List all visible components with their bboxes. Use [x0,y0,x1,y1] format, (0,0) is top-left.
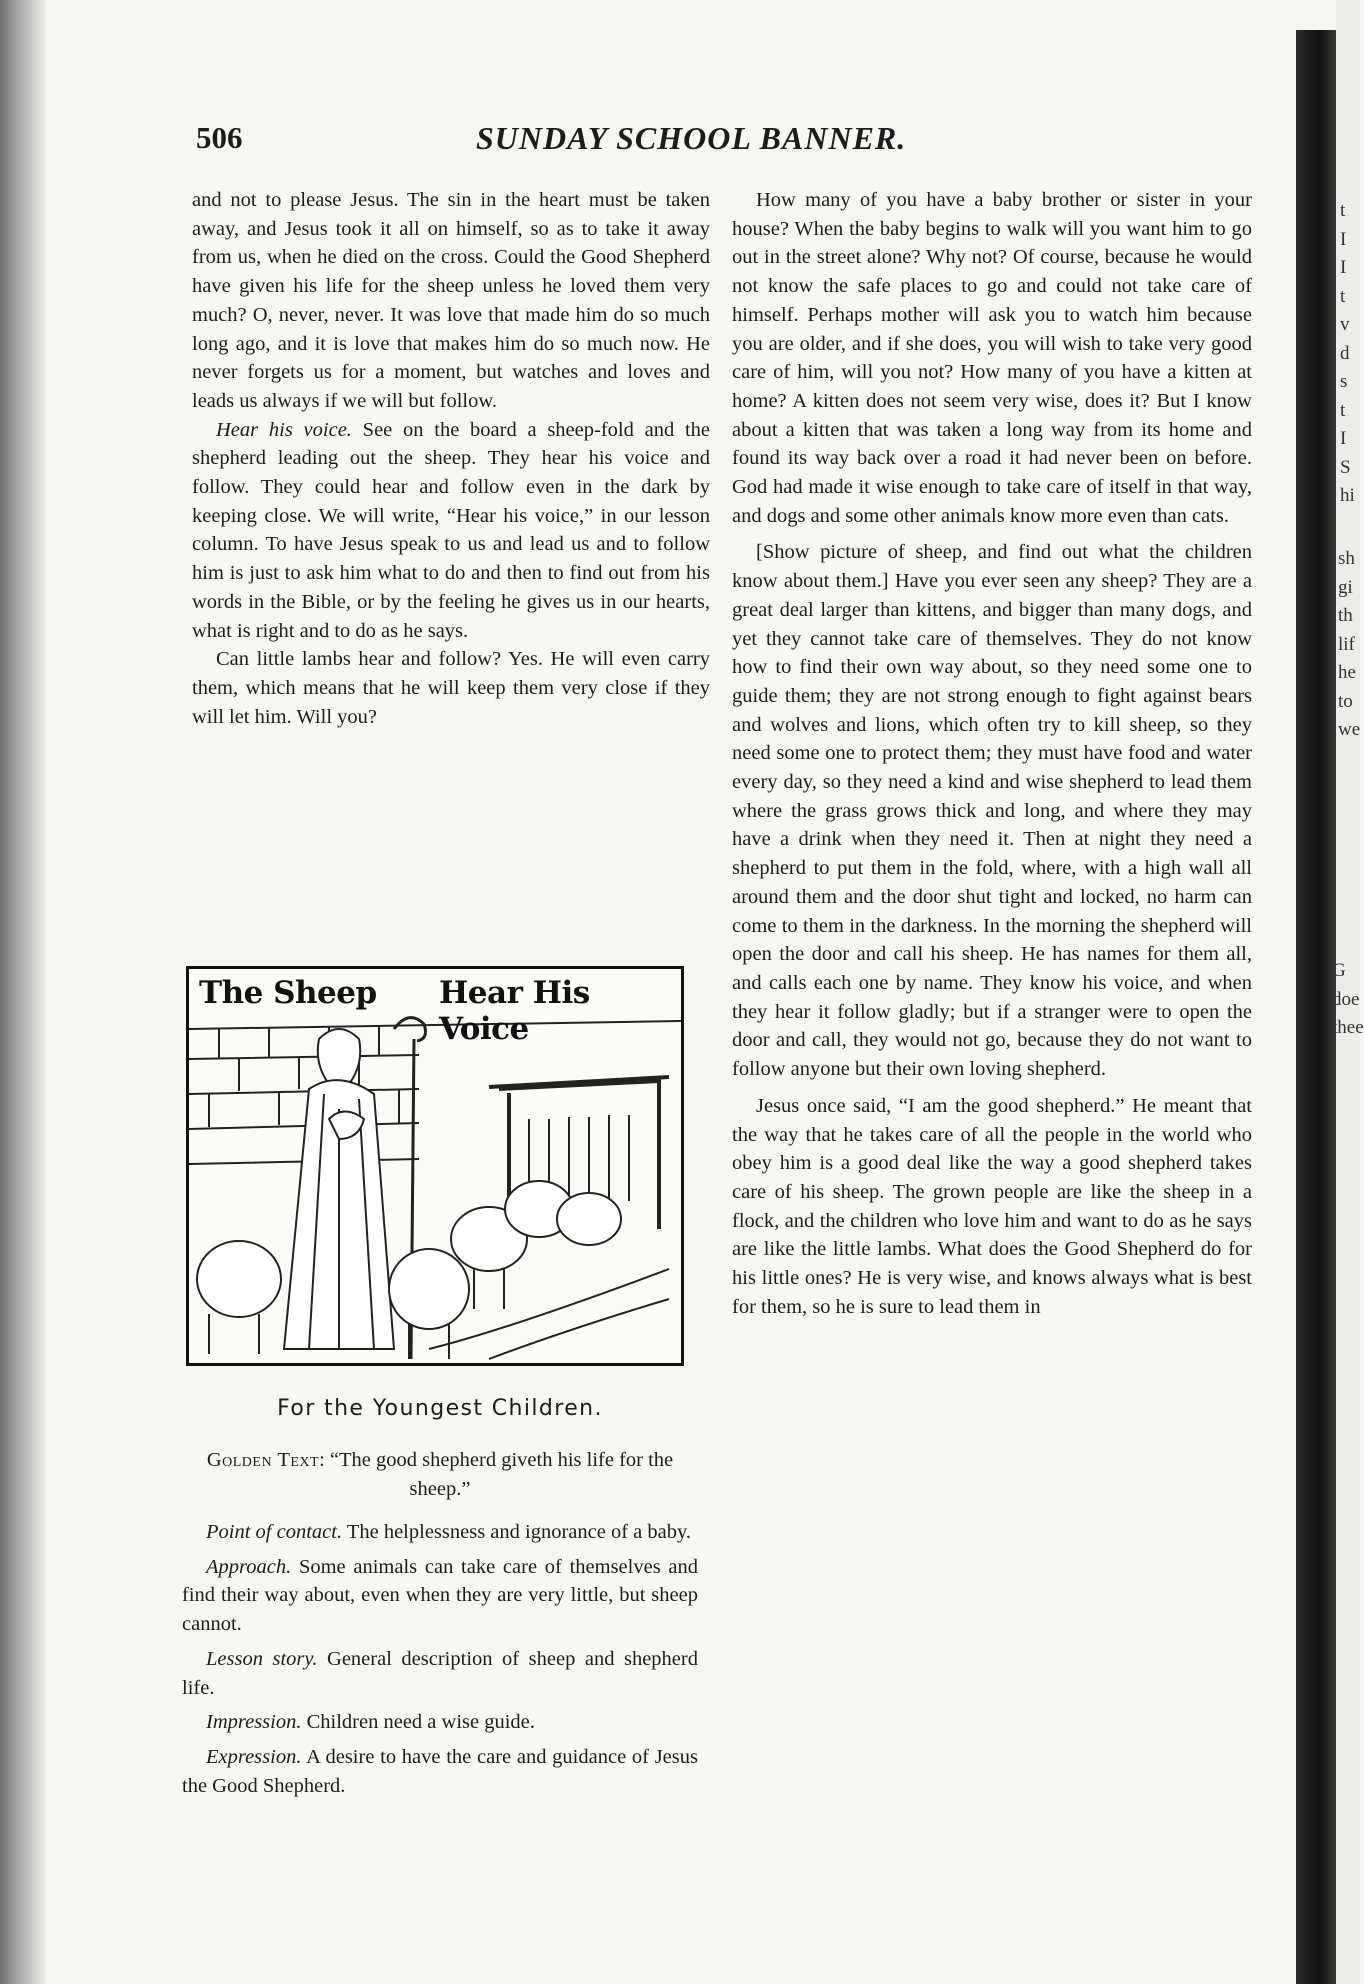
impression [182,1708,698,1737]
point-text: The helplessness and ignorance of a baby. [342,1521,692,1543]
golden-text-label: Golden Text [206,1449,320,1471]
left-column [192,186,710,731]
next-page-fragment: I [1340,428,1347,449]
next-page-fragment: t [1340,200,1346,221]
next-page-fragment: G [1332,960,1346,981]
next-page-fragment: hi [1340,485,1355,506]
impression-text: Children need a wise guide. [301,1711,535,1734]
approach-label: Approach. [206,1555,292,1578]
next-page-fragment: sh [1338,548,1355,569]
running-title: SUNDAY SCHOOL BANNER. [476,120,907,156]
youngest-children-heading: For the Youngest Children. [277,1396,603,1421]
illustration-caption-right: Hear His Voice [439,975,590,1047]
right-column [732,186,1252,1321]
next-page-fragment: thee [1332,1017,1364,1038]
expression-text: A desire to have the care and guidance of Jesus the Good Shepherd. [182,1745,698,1797]
left-paragraph-2 [192,416,710,646]
approach [182,1553,698,1639]
left-paragraph-3: Can little lambs hear and follow? Yes. He will even carry them, which means that he will keep them very close if they will let him. Will you? [192,648,710,728]
golden-text [182,1446,698,1503]
page-header [196,120,1236,168]
next-page-fragment: t [1340,285,1346,307]
shepherd-illustration [186,966,684,1366]
right-paragraph-2: [Show picture of sheep, and find out what the children know about them.] Have you ever seen any sheep? They are a great deal larger than kittens, and bigger than many dogs, and yet they cannot take care of themselves. They do not know how to find their own way about, so they need some one to guide them; they are not strong enough to fight against bears and wolves and lions, which often try to kill sheep, so they need some one to protect them; they must have food and water every day, so they need a kind and wise shepherd to lead them where the grass grows thick and long, and where they may have a drink when they need it. Then at night they need a shepherd to put them in the fold, where, with a high wall all around them and the door shut tight and locked, no harm can come to them in the darkness. In the morning the shepherd will open the door and call his sheep. He has names for them all, and calls each one by name. They know his voice, and when they hear it follow gladly; but if a stranger were to open the door and call, they would not go, because they do not want to follow anyone but their own loving shepherd. [732,541,1252,1081]
next-page-fragment: t [1340,399,1346,421]
next-page-fragment: s [1340,371,1348,392]
story-text: General description of sheep and shepherd life. [182,1647,698,1699]
point-label: Point of contact. [206,1521,343,1543]
golden-text-body: : “The good shepherd giveth his life for the sheep.” [319,1449,674,1500]
lesson-story [182,1645,698,1702]
left-paragraph-1: and not to please Jesus. The sin in the heart must be taken away, and Jesus took it all on himself, so as to take it away from us, when he died on the cross. Could the Good Shepherd have given his life for the sheep unless he loved them very much? O, never, never. It was love that made him do so much long ago, and it is love that makes him do so much now. He never forgets us for a moment, but watches and loves and leads us always if we will but follow. [192,189,710,412]
hear-his-voice-lead: Hear his voice. [216,418,352,441]
expression [182,1743,698,1800]
story-label: Lesson story. [206,1647,318,1670]
binding-shadow [1296,30,1336,1984]
next-page-fragment: d [1340,342,1350,364]
next-page-fragment: he [1338,662,1356,683]
lesson-plan [182,1518,698,1806]
impression-label: Impression. [206,1711,302,1734]
next-page-fragment: S [1340,456,1351,478]
next-page-fragment: we [1338,719,1361,740]
page-number: 506 [196,120,243,155]
expression-label: Expression. [206,1745,302,1768]
next-page-fragment: to [1338,690,1353,712]
next-page-fragment: I [1340,228,1347,250]
scan-left-edge [0,0,46,1984]
point-of-contact [182,1518,698,1547]
illustration-caption-left: The Sheep [199,975,377,1011]
next-page-fragment: lif [1338,633,1355,655]
left-paragraph-2-text: See on the board a sheep-fold and the shepherd leading out the sheep. They hear his voice and follow. They could hear and follow even in the dark by keeping close. We will write, “Hear his voice,” in our lesson column. To have Jesus speak to us and lead us and to follow him is just to ask him what to do and then to find out from his words in the Bible, or by the feeling he gives us in our hearts, what is right and to do as he says. [192,418,710,642]
next-page-fragment: doe [1332,988,1360,1010]
right-paragraph-3: Jesus once said, “I am the good shepherd.” He meant that the way that he takes care of all the people in the world who obey him is a good deal like the way a good shepherd takes care of his sheep. The grown people are like the sheep in a flock, and the children who love him and want to do as he says are like the little lambs. What does the Good Shepherd do for his little ones? He is very wise, and knows always what is best for them, so he is sure to lead them in [732,1094,1252,1318]
approach-text: Some animals can take care of themselves and find their way about, even when they are very little, but sheep cannot. [182,1555,698,1636]
next-page-fragment: gi [1338,576,1353,598]
right-paragraph-1: How many of you have a baby brother or sister in your house? When the baby begins to walk will you want him to go out in the street alone? Why not? Of course, because he would not know the safe places to go and could not take care of himself. Perhaps mother will ask you to watch him because you are older, and if she does, you will wish to take very good care of him, will you not? How many of you have a kitten at home? A kitten does not seem very wise, does it? But I know about a kitten that was taken a long way from its home and found its way back over a road it had never been on before. God had made it wise enough to take care of itself in that way, and dogs and some other animals know more even than cats. [732,189,1252,527]
next-page-fragment: v [1340,314,1350,335]
next-page-fragment: I [1340,257,1347,278]
next-page-fragment: th [1338,605,1353,626]
